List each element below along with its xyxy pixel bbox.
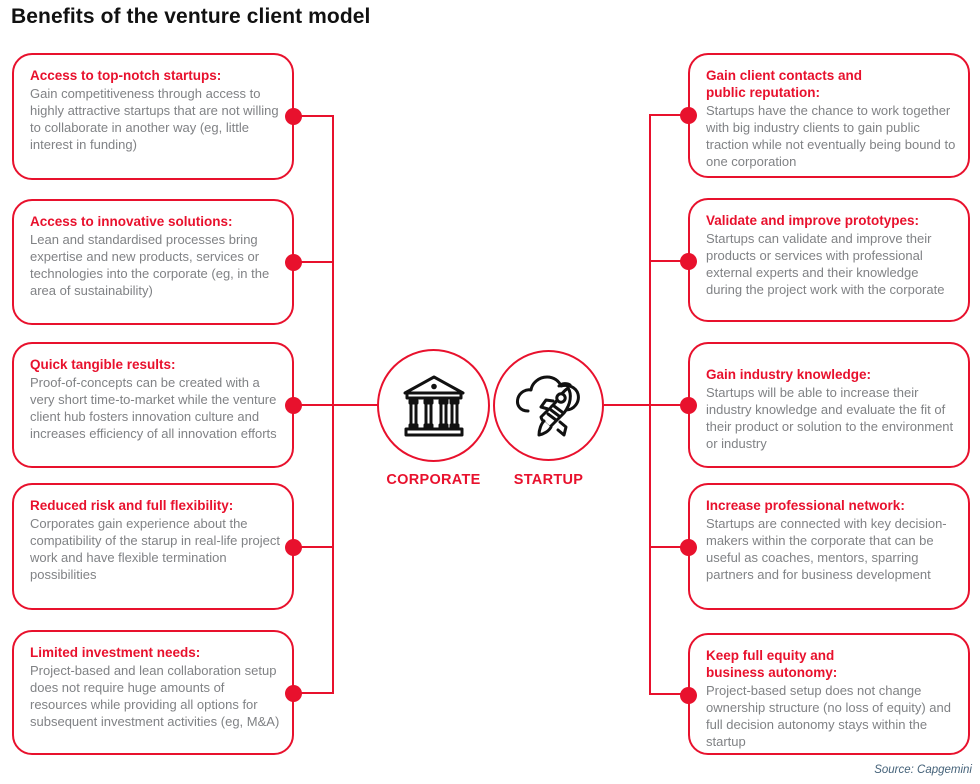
benefit-heading: Access to top-notch startups:: [30, 68, 222, 83]
benefit-card-right-1: [688, 53, 970, 178]
benefit-body: Startups can validate and improve their products or services with professional external experts and their knowledge during the project work with the corporate: [706, 231, 945, 297]
page-title: Benefits of the venture client model: [11, 5, 371, 28]
corporate-label: CORPORATE: [386, 472, 481, 488]
benefit-body: Startups will be able to increase their industry knowledge and evaluate the fit of their product or solution to the environment or industry: [706, 385, 954, 451]
connector-dot: [680, 397, 697, 414]
connector-dot: [285, 254, 302, 271]
benefit-body: Project-based and lean collaboration setup does not require huge amounts of resources while providing all options for subsequent investment activities (eg, M&A): [30, 663, 280, 729]
benefit-body: Lean and standardised processes bring expertise and new products, services or technologies into the corporate (eg, in the area of sustainability): [30, 232, 270, 298]
benefit-heading: Reduced risk and full flexibility:: [30, 498, 234, 513]
benefit-card-left-2: [12, 199, 294, 325]
benefit-body: Gain competitiveness through access to highly attractive startups that are not willing to collaborate in another way (eg, little interest in funding): [30, 86, 279, 152]
benefit-body: Project-based setup does not change ownership structure (no loss of equity) and full decision autonomy stays within the startup: [706, 683, 951, 749]
connector-stub-middle-left: [293, 404, 379, 406]
connector-stub-middle-right: [604, 404, 688, 406]
benefit-body: Corporates gain experience about the compatibility of the starup in real-life project work and have flexible termination possibilities: [30, 516, 281, 582]
benefit-heading: Limited investment needs:: [30, 645, 201, 660]
benefit-body: Proof-of-concepts can be created with a very short time-to-market while the venture client hub fosters innovation culture and increases efficiency of all innovation efforts: [30, 375, 277, 441]
benefit-body: Startups are connected with key decision-makers within the corporate that can be useful as coaches, mentors, sparring partners and for business development: [706, 516, 947, 582]
benefit-heading: Access to innovative solutions:: [30, 214, 233, 229]
connector-dot: [285, 539, 302, 556]
benefit-card-right-3: [688, 342, 970, 468]
bank-building-icon: [397, 369, 471, 443]
benefit-heading: Gain client contacts and public reputation:: [706, 68, 863, 100]
connector-dot: [680, 687, 697, 704]
benefit-heading: Keep full equity and business autonomy:: [706, 648, 838, 680]
benefit-body: Startups have the chance to work together with big industry clients to gain public traction while not eventually being bound to one corporation: [706, 103, 956, 169]
startup-label: STARTUP: [513, 472, 584, 488]
benefit-card-right-4: [688, 483, 970, 610]
benefit-card-left-1: [12, 53, 294, 180]
startup-circle: [493, 350, 604, 461]
source-caption: Source: Capgemini: [874, 764, 972, 776]
benefit-heading: Quick tangible results:: [30, 357, 176, 372]
benefit-heading: Gain industry knowledge:: [706, 367, 872, 382]
rocket-cloud-icon: [508, 365, 590, 447]
benefit-card-left-3: [12, 342, 294, 468]
connector-dot: [680, 539, 697, 556]
benefit-card-right-2: [688, 198, 970, 322]
corporate-circle: [377, 349, 490, 462]
connector-dot: [680, 253, 697, 270]
benefit-card-left-5: [12, 630, 294, 755]
benefit-heading: Increase professional network:: [706, 498, 905, 513]
benefit-card-left-4: [12, 483, 294, 610]
benefit-card-right-5: [688, 633, 970, 755]
connector-dot: [285, 108, 302, 125]
benefit-heading: Validate and improve prototypes:: [706, 213, 920, 228]
connector-dot: [285, 685, 302, 702]
connector-dot: [285, 397, 302, 414]
connector-dot: [680, 107, 697, 124]
